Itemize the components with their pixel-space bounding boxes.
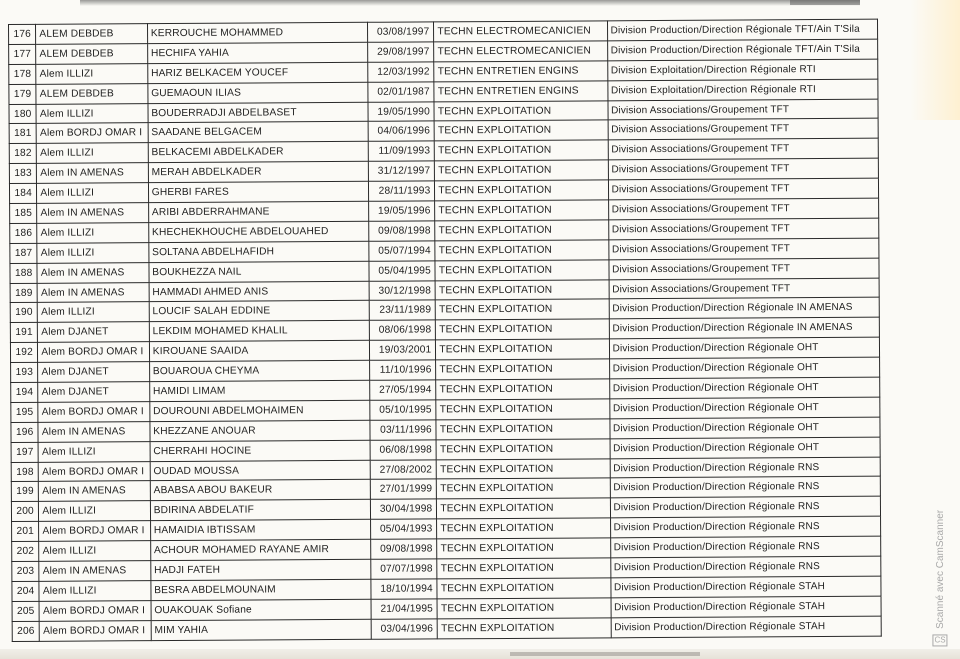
name-cell: ARIBI ABDERRAHMANE: [148, 201, 368, 222]
birthdate-cell: 11/09/1993: [368, 141, 435, 161]
site-cell: Alem IN AMENAS: [37, 203, 149, 224]
division-cell: Division Production/Direction Régionale STAH: [611, 596, 882, 618]
division-cell: Division Exploitation/Direction Régionale RTI: [607, 59, 878, 81]
name-cell: HARIZ BELKACEM YOUCEF: [147, 62, 367, 83]
row-number: 204: [12, 581, 39, 601]
site-cell: Alem IN AMENAS: [39, 561, 151, 582]
row-number: 191: [10, 323, 37, 343]
division-cell: Division Production/Direction Régionale TFT/Ain T'Sila: [607, 39, 878, 61]
site-cell: Alem ILLIZI: [37, 183, 149, 204]
job-title-cell: TECHN EXPLOITATION: [435, 200, 608, 221]
job-title-cell: TECHN EXPLOITATION: [437, 518, 610, 539]
division-cell: Division Production/Direction Régionale RNS: [610, 457, 881, 479]
site-cell: Alem BORDJ OMAR I: [38, 342, 150, 363]
name-cell: LEKDIM MOHAMED KHALIL: [149, 321, 369, 342]
birthdate-cell: 04/06/1996: [368, 121, 435, 141]
division-cell: Division Production/Direction Régionale OHT: [610, 437, 881, 459]
row-number: 182: [9, 144, 36, 164]
division-cell: Division Associations/Groupement TFT: [608, 99, 879, 121]
row-number: 196: [11, 422, 38, 442]
job-title-cell: TECHN EXPLOITATION: [435, 279, 608, 300]
site-cell: ALEM DEBDEB: [36, 24, 148, 45]
site-cell: Alem ILLIZI: [37, 223, 149, 244]
division-cell: Division Associations/Groupement TFT: [608, 119, 879, 141]
site-cell: Alem ILLIZI: [39, 501, 151, 522]
job-title-cell: TECHN EXPLOITATION: [436, 319, 609, 340]
birthdate-cell: 05/07/1994: [368, 241, 435, 261]
row-number: 177: [9, 44, 36, 64]
row-number: 185: [10, 203, 37, 223]
birthdate-cell: 05/10/1995: [369, 400, 436, 420]
row-number: 179: [9, 84, 36, 104]
division-cell: Division Associations/Groupement TFT: [609, 278, 880, 300]
site-cell: Alem IN AMENAS: [39, 481, 151, 502]
birthdate-cell: 27/01/1999: [370, 479, 437, 499]
watermark-text: Scanné avec CamScanner: [934, 509, 946, 629]
name-cell: BOUAROUA CHEYMA: [149, 360, 369, 381]
scan-light-glare: [910, 0, 960, 120]
camscanner-watermark: [934, 510, 946, 648]
name-cell: OUDAD MOUSSA: [150, 460, 370, 481]
division-cell: Division Production/Direction Régionale OHT: [609, 397, 880, 419]
name-cell: BDIRINA ABDELATIF: [150, 500, 370, 521]
scan-edge-shadow: [80, 0, 860, 6]
job-title-cell: TECHN EXPLOITATION: [436, 379, 609, 400]
site-cell: Alem DJANET: [38, 362, 150, 383]
birthdate-cell: 11/10/1996: [369, 360, 436, 380]
division-cell: Division Production/Direction Régionale RNS: [610, 516, 881, 538]
name-cell: BOUKHEZZA NAIL: [149, 261, 369, 282]
row-number: 184: [9, 183, 36, 203]
job-title-cell: TECHN EXPLOITATION: [436, 339, 609, 360]
birthdate-cell: 27/05/1994: [369, 380, 436, 400]
scan-edge-shadow-right: [790, 0, 860, 5]
division-cell: Division Production/Direction Régionale TFT/Ain T'Sila: [607, 19, 878, 41]
job-title-cell: TECHN EXPLOITATION: [436, 439, 609, 460]
division-cell: Division Production/Direction Régionale OHT: [609, 337, 880, 359]
birthdate-cell: 02/01/1987: [367, 82, 434, 102]
job-title-cell: TECHN ELECTROMECANICIEN: [434, 21, 607, 42]
name-cell: KHECHEKHOUCHE ABDELOUAHED: [148, 221, 368, 242]
division-cell: Division Associations/Groupement TFT: [609, 258, 880, 280]
name-cell: GHERBI FARES: [148, 181, 368, 202]
table-row: [12, 616, 881, 641]
site-cell: Alem IN AMENAS: [38, 421, 150, 442]
name-cell: KIROUANE SAAIDA: [149, 341, 369, 362]
name-cell: HECHIFA YAHIA: [147, 42, 367, 63]
birthdate-cell: 21/04/1995: [371, 599, 438, 619]
job-title-cell: TECHN EXPLOITATION: [436, 359, 609, 380]
site-cell: Alem IN AMENAS: [37, 163, 149, 184]
division-cell: Division Associations/Groupement TFT: [608, 218, 879, 240]
division-cell: Division Associations/Groupement TFT: [608, 139, 879, 161]
row-number: 202: [12, 541, 39, 561]
birthdate-cell: 05/04/1993: [370, 519, 437, 539]
row-number: 193: [11, 362, 38, 382]
division-cell: Division Associations/Groupement TFT: [608, 238, 879, 260]
name-cell: DOUROUNI ABDELMOHAIMEN: [150, 400, 370, 421]
name-cell: KERROUCHE MOHAMMED: [147, 22, 367, 43]
page-bottom-edge: [0, 649, 960, 659]
division-cell: Division Exploitation/Direction Régionale RTI: [607, 79, 878, 101]
site-cell: Alem BORDJ OMAR I: [39, 521, 151, 542]
birthdate-cell: 19/03/2001: [369, 340, 436, 360]
row-number: 192: [10, 343, 37, 363]
job-title-cell: TECHN EXPLOITATION: [434, 100, 607, 121]
site-cell: Alem ILLIZI: [39, 581, 151, 602]
table-container: [8, 19, 882, 642]
job-title-cell: TECHN EXPLOITATION: [435, 260, 608, 281]
row-number: 195: [11, 402, 38, 422]
name-cell: KHEZZANE ANOUAR: [150, 420, 370, 441]
birthdate-cell: 03/08/1997: [367, 22, 434, 42]
job-title-cell: TECHN EXPLOITATION: [435, 180, 608, 201]
birthdate-cell: 06/08/1998: [370, 440, 437, 460]
table-body: [9, 19, 882, 641]
birthdate-cell: 29/08/1997: [367, 42, 434, 62]
row-number: 197: [11, 442, 38, 462]
job-title-cell: TECHN EXPLOITATION: [435, 140, 608, 161]
division-cell: Division Production/Direction Régionale IN AMENAS: [609, 298, 880, 320]
row-number: 180: [9, 104, 36, 124]
site-cell: Alem ILLIZI: [37, 242, 149, 263]
birthdate-cell: 12/03/1992: [367, 62, 434, 82]
birthdate-cell: 23/11/1989: [369, 300, 436, 320]
division-cell: Division Associations/Groupement TFT: [608, 178, 879, 200]
division-cell: Division Production/Direction Régionale STAH: [610, 576, 881, 598]
birthdate-cell: 09/08/1998: [368, 221, 435, 241]
row-number: 176: [9, 24, 36, 44]
job-title-cell: TECHN EXPLOITATION: [436, 299, 609, 320]
row-number: 199: [11, 482, 38, 502]
site-cell: Alem ILLIZI: [37, 143, 149, 164]
name-cell: BOUDERRADJI ABDELBASET: [148, 102, 368, 123]
birthdate-cell: 03/04/1996: [371, 619, 438, 639]
job-title-cell: TECHN EXPLOITATION: [436, 419, 609, 440]
name-cell: GUEMAOUN ILIAS: [148, 82, 368, 103]
name-cell: CHERRAHI HOCINE: [150, 440, 370, 461]
division-cell: Division Production/Direction Régionale OHT: [609, 417, 880, 439]
birthdate-cell: 08/06/1998: [369, 320, 436, 340]
job-title-cell: TECHN EXPLOITATION: [437, 598, 610, 619]
name-cell: BELKACEMI ABDELKADER: [148, 142, 368, 163]
name-cell: LOUCIF SALAH EDDINE: [149, 301, 369, 322]
site-cell: ALEM DEBDEB: [36, 83, 148, 104]
site-cell: Alem BORDJ OMAR I: [39, 461, 151, 482]
job-title-cell: TECHN EXPLOITATION: [438, 618, 611, 639]
row-number: 194: [11, 382, 38, 402]
birthdate-cell: 28/11/1993: [368, 181, 435, 201]
site-cell: Alem ILLIZI: [39, 541, 151, 562]
division-cell: Division Production/Direction Régionale STAH: [611, 616, 882, 638]
division-cell: Division Production/Direction Régionale RNS: [610, 477, 881, 499]
row-number: 178: [9, 64, 36, 84]
row-number: 205: [12, 601, 39, 621]
personnel-table: [8, 19, 882, 642]
row-number: 201: [12, 522, 39, 542]
site-cell: ALEM DEBDEB: [36, 44, 148, 65]
row-number: 198: [11, 462, 38, 482]
name-cell: MIM YAHIA: [151, 619, 371, 640]
job-title-cell: TECHN EXPLOITATION: [437, 478, 610, 499]
job-title-cell: TECHN EXPLOITATION: [434, 120, 607, 141]
name-cell: HADJI FATEH: [151, 559, 371, 580]
job-title-cell: TECHN EXPLOITATION: [436, 399, 609, 420]
page-bottom-shadow: [510, 652, 700, 656]
site-cell: Alem IN AMENAS: [37, 282, 149, 303]
division-cell: Division Production/Direction Régionale OHT: [609, 377, 880, 399]
birthdate-cell: 30/12/1998: [369, 280, 436, 300]
job-title-cell: TECHN EXPLOITATION: [437, 498, 610, 519]
division-cell: Division Associations/Groupement TFT: [608, 198, 879, 220]
birthdate-cell: 27/08/2002: [370, 459, 437, 479]
job-title-cell: TECHN EXPLOITATION: [437, 458, 610, 479]
division-cell: Division Production/Direction Régionale IN AMENAS: [609, 318, 880, 340]
row-number: 189: [10, 283, 37, 303]
name-cell: SAADANE BELGACEM: [148, 122, 368, 143]
birthdate-cell: 31/12/1997: [368, 161, 435, 181]
cs-logo-icon: CS: [934, 635, 946, 645]
job-title-cell: TECHN EXPLOITATION: [435, 160, 608, 181]
job-title-cell: TECHN ENTRETIEN ENGINS: [434, 61, 607, 82]
row-number: 203: [12, 561, 39, 581]
job-title-cell: TECHN EXPLOITATION: [437, 578, 610, 599]
division-cell: Division Production/Direction Régionale RNS: [610, 497, 881, 519]
division-cell: Division Associations/Groupement TFT: [608, 158, 879, 180]
name-cell: MERAH ABDELKADER: [148, 162, 368, 183]
site-cell: Alem IN AMENAS: [37, 262, 149, 283]
site-cell: Alem DJANET: [38, 382, 150, 403]
name-cell: HAMAIDIA IBTISSAM: [150, 520, 370, 541]
job-title-cell: TECHN EXPLOITATION: [435, 240, 608, 261]
name-cell: HAMIDI LIMAM: [149, 380, 369, 401]
row-number: 183: [9, 164, 36, 184]
birthdate-cell: 07/07/1998: [370, 559, 437, 579]
name-cell: ACHOUR MOHAMED RAYANE AMIR: [150, 539, 370, 560]
site-cell: Alem DJANET: [38, 322, 150, 343]
site-cell: Alem ILLIZI: [36, 103, 148, 124]
birthdate-cell: 19/05/1990: [368, 101, 435, 121]
birthdate-cell: 18/10/1994: [370, 579, 437, 599]
site-cell: Alem BORDJ OMAR I: [38, 402, 150, 423]
site-cell: Alem ILLIZI: [38, 302, 150, 323]
birthdate-cell: 19/05/1996: [368, 201, 435, 221]
job-title-cell: TECHN EXPLOITATION: [437, 538, 610, 559]
row-number: 188: [10, 263, 37, 283]
site-cell: Alem BORDJ OMAR I: [39, 620, 151, 641]
birthdate-cell: 30/04/1998: [370, 499, 437, 519]
job-title-cell: TECHN ELECTROMECANICIEN: [434, 41, 607, 62]
name-cell: OUAKOUAK Sofiane: [151, 599, 371, 620]
division-cell: Division Production/Direction Régionale OHT: [609, 357, 880, 379]
job-title-cell: TECHN EXPLOITATION: [435, 220, 608, 241]
division-cell: Division Production/Direction Régionale RNS: [610, 536, 881, 558]
row-number: 181: [9, 124, 36, 144]
row-number: 186: [10, 223, 37, 243]
job-title-cell: TECHN ENTRETIEN ENGINS: [434, 81, 607, 102]
row-number: 206: [12, 621, 39, 641]
site-cell: Alem ILLIZI: [38, 441, 150, 462]
site-cell: Alem BORDJ OMAR I: [39, 600, 151, 621]
name-cell: SOLTANA ABDELHAFIDH: [149, 241, 369, 262]
row-number: 200: [11, 502, 38, 522]
division-cell: Division Production/Direction Régionale RNS: [610, 556, 881, 578]
birthdate-cell: 03/11/1996: [369, 420, 436, 440]
job-title-cell: TECHN EXPLOITATION: [437, 558, 610, 579]
site-cell: Alem ILLIZI: [36, 63, 148, 84]
name-cell: HAMMADI AHMED ANIS: [149, 281, 369, 302]
birthdate-cell: 09/08/1998: [370, 539, 437, 559]
site-cell: Alem BORDJ OMAR I: [36, 123, 148, 144]
row-number: 187: [10, 243, 37, 263]
name-cell: ABABSA ABOU BAKEUR: [150, 480, 370, 501]
row-number: 190: [10, 303, 37, 323]
birthdate-cell: 05/04/1995: [368, 261, 435, 281]
name-cell: BESRA ABDELMOUNAIM: [151, 579, 371, 600]
